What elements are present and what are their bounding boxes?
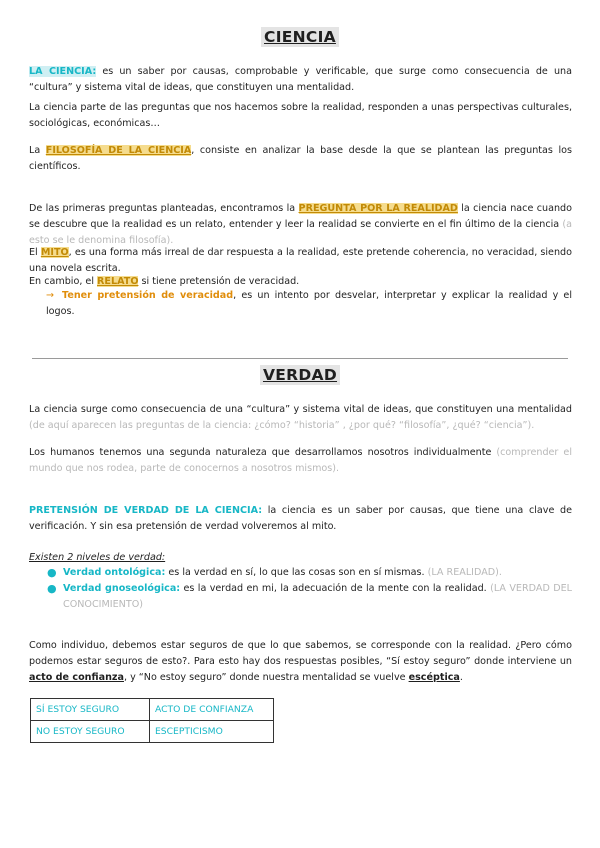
table-cell: ACTO DE CONFIANZA	[150, 699, 274, 721]
veracidad-arrow-item: → Tener pretensión de veracidad, es un intento por desvelar, interpretar y explicar la realidad y el logos.	[46, 290, 572, 317]
term-filosofia-de-la-ciencia: FILOSOFÍA DE LA CIENCIA	[45, 145, 192, 156]
relato-paragraph: En cambio, el RELATO si tiene pretensión de veracidad.	[29, 276, 300, 287]
ciencia-paragraph-2: La ciencia parte de las preguntas que nos hacemos sobre la realidad, responden a unas perspectivas culturales, sociológicas, económicas…	[29, 102, 572, 129]
table-cell: ESCEPTICISMO	[150, 721, 274, 743]
bullet-icon: ●	[47, 582, 57, 595]
section-divider	[32, 358, 568, 359]
term-esceptica: escéptica	[408, 672, 460, 683]
bullet-icon: ●	[47, 566, 57, 579]
filosofia-paragraph: La FILOSOFÍA DE LA CIENCIA, consiste en analizar la base desde la que se plantean las preguntas los científicos.	[29, 145, 573, 172]
pretension-paragraph: PRETENSIÓN DE VERDAD DE LA CIENCIA: la ciencia es un saber por causas, que tiene una clave de verificación. Y sin esa pretensión de verdad volveremos al mito.	[29, 505, 572, 532]
term-relato: RELATO	[97, 276, 139, 287]
term-la-ciencia: LA CIENCIA:	[29, 66, 97, 77]
ciencia-definition: LA CIENCIA: es un saber por causas, comprobable y verificable, que surge como consecuencia de una “cultura” y sistema vital de ideas, que constituyen una mentalidad.	[29, 66, 573, 93]
niveles-heading: Existen 2 niveles de verdad:	[29, 552, 166, 563]
term-acto-de-confianza: acto de confianza	[29, 672, 124, 683]
table-row	[31, 699, 274, 721]
list-item: ● Verdad gnoseológica: es la verdad en mi, la adecuación de la mente con la realidad. (LA VERDAD DEL CONOCIMIENTO)	[47, 582, 573, 610]
seguridad-table	[30, 698, 274, 743]
arrow-right-icon: →	[46, 290, 55, 301]
verdad-paragraph-1: La ciencia surge como consecuencia de una “cultura” y sistema vital de ideas, que constituyen una mentalidad (de aquí aparecen las preguntas de la ciencia: ¿cómo? “historia” , ¿por qué? “filosofía”, ¿qué? “ciencia”).	[29, 404, 572, 431]
term-pretension-veracidad: Tener pretensión de veracidad	[62, 290, 234, 301]
pregunta-paragraph: De las primeras preguntas planteadas, encontramos la PREGUNTA POR LA REALIDAD la ciencia nace cuando se descubre que la realidad es un relato, entender y leer la realidad se convierte en el fin último de la ciencia (a esto se le denomina filosofía).	[29, 203, 572, 246]
niveles-list	[29, 565, 572, 613]
verdad-paragraph-2: Los humanos tenemos una segunda naturaleza que desarrollamos nosotros individualmente (comprender el mundo que nos rodea, parte de conocernos a nosotros mismos).	[29, 447, 572, 474]
term-pregunta-por-la-realidad: PREGUNTA POR LA REALIDAD	[298, 203, 458, 214]
table-cell: SÍ ESTOY SEGURO	[31, 699, 150, 721]
term-mito: MITO	[40, 247, 69, 258]
list-item: ● Verdad ontológica: es la verdad en sí, lo que las cosas son en sí mismas. (LA REALIDAD).	[47, 566, 502, 579]
table-cell: NO ESTOY SEGURO	[31, 721, 150, 743]
mito-paragraph: El MITO, es una forma más irreal de dar respuesta a la realidad, este pretende coherencia, no veracidad, siendo una novela escrita.	[29, 247, 572, 274]
term-pretension-de-verdad: PRETENSIÓN DE VERDAD DE LA CIENCIA:	[29, 505, 263, 516]
section-title-verdad: VERDAD	[0, 366, 600, 384]
table-row	[31, 721, 274, 743]
individuo-paragraph: Como individuo, debemos estar seguros de que lo que sabemos, se corresponde con la realidad. ¿Pero cómo podemos estar seguros de esto?. Para esto hay dos respuestas posibles, “Sí estoy seguro” donde interviene un acto de confianza, y “No estoy seguro” donde nuestra mentalidad se vuelve escéptica.	[29, 640, 572, 683]
section-title-ciencia: CIENCIA	[0, 28, 600, 46]
